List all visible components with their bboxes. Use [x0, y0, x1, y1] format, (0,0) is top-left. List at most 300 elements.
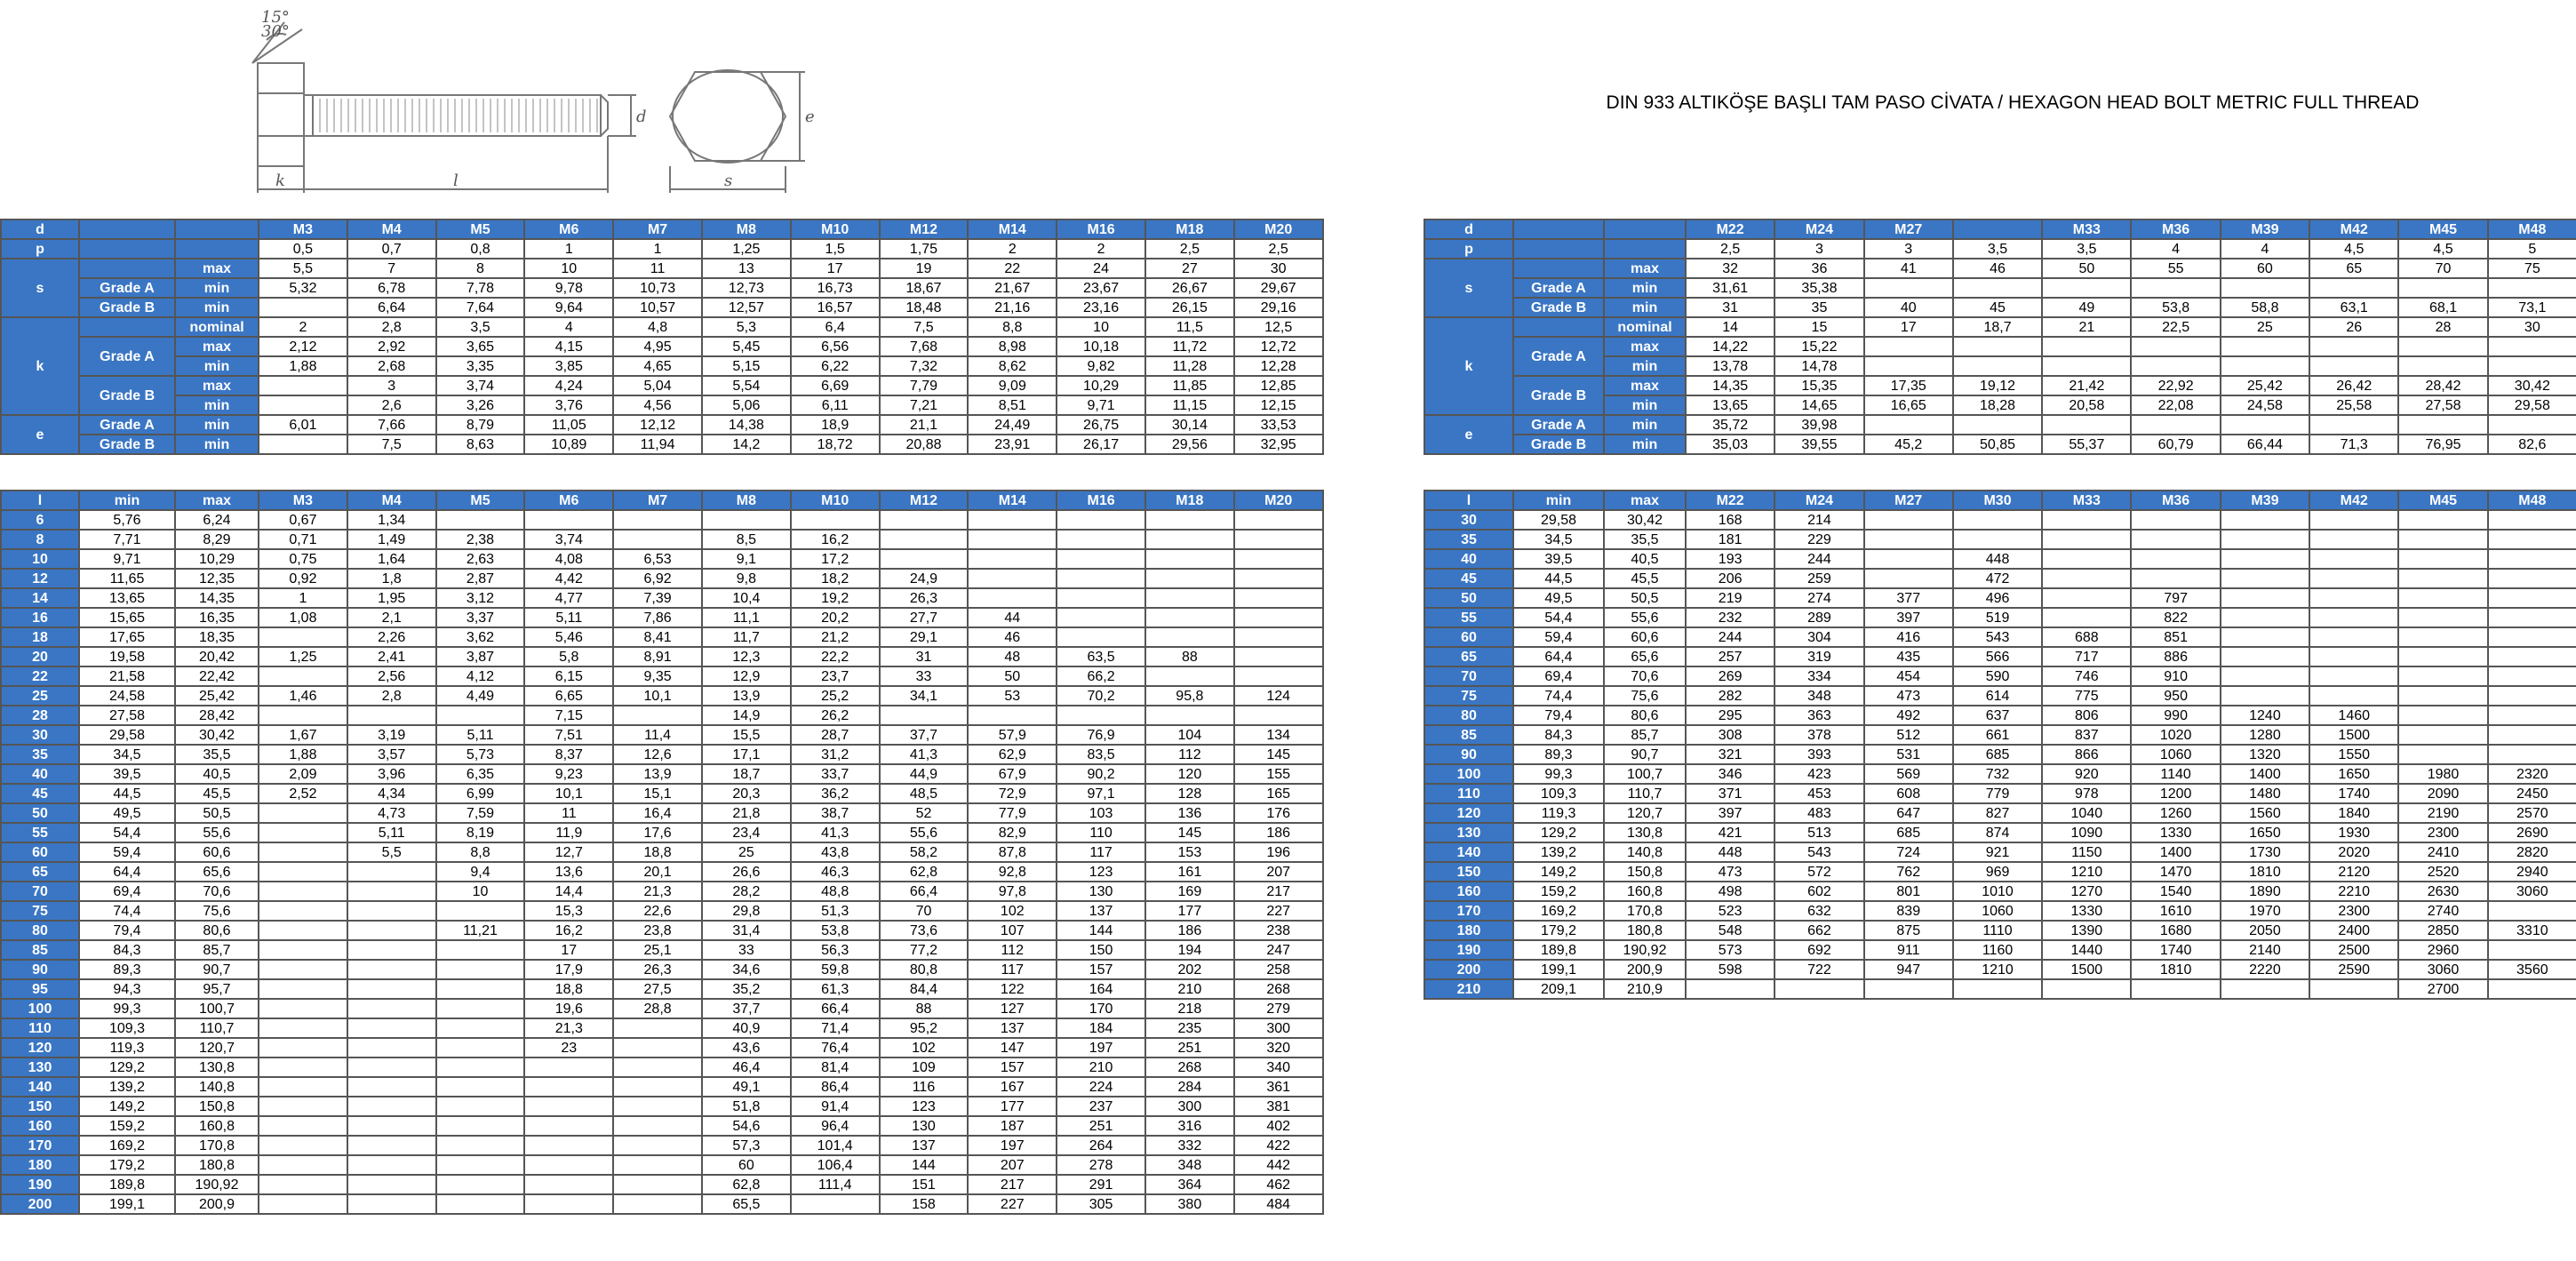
table-cell: 224: [1057, 1077, 1145, 1097]
table-cell: 189,8: [79, 1175, 175, 1194]
table-cell: 632: [1774, 901, 1863, 921]
table-cell: 5,5: [347, 842, 436, 862]
table-cell: [2488, 510, 2576, 530]
table-cell: 194: [1145, 940, 1234, 960]
table-cell: 18,7: [702, 764, 791, 784]
table-cell: [436, 1136, 525, 1155]
table-cell: 130: [880, 1116, 969, 1136]
table-cell: 23,16: [1057, 298, 1145, 317]
table-cell: 7,39: [613, 588, 702, 608]
length-cell: 190: [1424, 940, 1513, 960]
table-cell: 5,11: [436, 725, 525, 745]
row-grade: Grade A: [1513, 278, 1604, 298]
table-cell: [968, 530, 1057, 549]
table-cell: [2221, 278, 2309, 298]
table-cell: 7: [347, 259, 436, 278]
table-row: [1, 686, 1323, 706]
table-cell: 136: [1145, 803, 1234, 823]
table-cell: 21: [2042, 317, 2131, 337]
table-cell: 14,78: [1774, 356, 1863, 376]
table-cell: 7,51: [524, 725, 613, 745]
table-cell: 54,4: [79, 823, 175, 842]
table-cell: [2488, 569, 2576, 588]
table-cell: 119,3: [79, 1038, 175, 1057]
table-cell: 340: [1234, 1057, 1323, 1077]
table-cell: 3060: [2488, 882, 2576, 901]
table-cell: [259, 940, 347, 960]
row-symbol: s: [1, 259, 79, 317]
table-cell: 462: [1234, 1175, 1323, 1194]
length-cell: 110: [1, 1018, 79, 1038]
table-row: [1424, 337, 2576, 356]
length-cell: 20: [1, 647, 79, 666]
table-cell: 196: [1234, 842, 1323, 862]
length-cell: 65: [1424, 647, 1513, 666]
table-cell: [2221, 979, 2309, 999]
table-cell: 473: [1864, 686, 1953, 706]
table-cell: [613, 510, 702, 530]
table-cell: [524, 1097, 613, 1116]
table-cell: [702, 510, 791, 530]
table-cell: 184: [1057, 1018, 1145, 1038]
table-cell: 199,1: [1513, 960, 1604, 979]
table-cell: 120,7: [175, 1038, 259, 1057]
table-cell: 199,1: [79, 1194, 175, 1214]
table-cell: 1200: [2131, 784, 2220, 803]
table-cell: 21,3: [524, 1018, 613, 1038]
table-cell: 137: [968, 1018, 1057, 1038]
table-cell: 264: [1057, 1136, 1145, 1155]
table-cell: 4,95: [613, 337, 702, 356]
table-cell: 50,5: [175, 803, 259, 823]
table-cell: 50,85: [1953, 435, 2042, 454]
row-limit: max: [1604, 337, 1686, 356]
table-cell: 1740: [2131, 940, 2220, 960]
table-cell: 180,8: [175, 1155, 259, 1175]
table-cell: 12,35: [175, 569, 259, 588]
table-cell: [2131, 530, 2220, 549]
table-cell: 179,2: [1513, 921, 1604, 940]
column-header: M22: [1686, 491, 1774, 510]
table-cell: [436, 901, 525, 921]
table-cell: [1234, 530, 1323, 549]
table-cell: 2700: [2398, 979, 2487, 999]
table-cell: 0,7: [347, 239, 436, 259]
column-header: M24: [1774, 491, 1863, 510]
table-cell: 6,35: [436, 764, 525, 784]
table-cell: 746: [2042, 666, 2131, 686]
table-cell: 4,08: [524, 549, 613, 569]
table-cell: 61,3: [791, 979, 880, 999]
table-cell: 18,2: [791, 569, 880, 588]
table-cell: [2042, 549, 2131, 569]
table-cell: [259, 1175, 347, 1194]
table-cell: 393: [1774, 745, 1863, 764]
table-cell: [1057, 530, 1145, 549]
table-cell: 2590: [2309, 960, 2398, 979]
table-cell: 483: [1774, 803, 1863, 823]
table-cell: 6,92: [613, 569, 702, 588]
table-cell: 8,19: [436, 823, 525, 842]
length-cell: 14: [1, 588, 79, 608]
table-cell: 0,67: [259, 510, 347, 530]
table-cell: 2,52: [259, 784, 347, 803]
length-cell: 35: [1, 745, 79, 764]
table-cell: 28,42: [2398, 376, 2487, 395]
table-cell: 13,9: [613, 764, 702, 784]
table-cell: 473: [1686, 862, 1774, 882]
table-cell: 11,1: [702, 608, 791, 627]
table-cell: 1210: [2042, 862, 2131, 882]
table-cell: 11,65: [79, 569, 175, 588]
length-cell: 200: [1424, 960, 1513, 979]
table-cell: 134: [1234, 725, 1323, 745]
table-cell: [1864, 337, 1953, 356]
table-cell: [436, 940, 525, 960]
table-cell: 950: [2131, 686, 2220, 706]
length-cell: 85: [1424, 725, 1513, 745]
table-cell: 21,16: [968, 298, 1057, 317]
table-cell: 15,5: [702, 725, 791, 745]
table-cell: 334: [1774, 666, 1863, 686]
table-cell: 1270: [2042, 882, 2131, 901]
angle-bottom-label: 30°: [261, 22, 290, 41]
table-cell: 89,3: [79, 960, 175, 979]
table-cell: 8,29: [175, 530, 259, 549]
table-cell: [2398, 588, 2487, 608]
table-row: [1, 259, 1323, 278]
table-cell: 866: [2042, 745, 2131, 764]
table-cell: 170: [1057, 999, 1145, 1018]
table-cell: 19,6: [524, 999, 613, 1018]
column-header: max: [1604, 491, 1686, 510]
row-symbol: p: [1, 239, 79, 259]
table-cell: 32,95: [1234, 435, 1323, 454]
table-cell: 67,9: [968, 764, 1057, 784]
table-cell: 155: [1234, 764, 1323, 784]
table-cell: 193: [1686, 549, 1774, 569]
table-cell: 3,96: [347, 764, 436, 784]
table-cell: 2: [968, 239, 1057, 259]
table-cell: 1650: [2221, 823, 2309, 842]
table-cell: [1864, 356, 1953, 376]
table-cell: 53,8: [791, 921, 880, 940]
table-cell: [2042, 415, 2131, 435]
table-cell: 14,22: [1686, 337, 1774, 356]
table-cell: [2131, 979, 2220, 999]
column-header: max: [175, 491, 259, 510]
table-cell: [968, 588, 1057, 608]
table-cell: 6,01: [259, 415, 347, 435]
table-cell: 1,25: [259, 647, 347, 666]
table-cell: 874: [1953, 823, 2042, 842]
table-cell: 1500: [2309, 725, 2398, 745]
table-cell: 3,5: [1953, 239, 2042, 259]
table-row: [1424, 647, 2576, 666]
column-header: M18: [1145, 491, 1234, 510]
table-cell: 484: [1234, 1194, 1323, 1214]
table-cell: [2309, 686, 2398, 706]
table-cell: 170,8: [1604, 901, 1686, 921]
table-cell: 11,72: [1145, 337, 1234, 356]
table-cell: 26,42: [2309, 376, 2398, 395]
length-cell: 100: [1424, 764, 1513, 784]
length-cell: 80: [1424, 706, 1513, 725]
table-cell: 95,8: [1145, 686, 1234, 706]
table-cell: 268: [1234, 979, 1323, 999]
table-cell: 100,7: [1604, 764, 1686, 784]
table-cell: 851: [2131, 627, 2220, 647]
table-cell: 151: [880, 1175, 969, 1194]
table-cell: [524, 1077, 613, 1097]
table-cell: 219: [1686, 588, 1774, 608]
table-cell: 65,6: [1604, 647, 1686, 666]
table-cell: 159,2: [1513, 882, 1604, 901]
length-cell: 95: [1, 979, 79, 999]
table-cell: [1953, 415, 2042, 435]
table-cell: 295: [1686, 706, 1774, 725]
table-cell: [791, 510, 880, 530]
length-cell: 80: [1, 921, 79, 940]
table-cell: 27: [1145, 259, 1234, 278]
table-cell: 448: [1686, 842, 1774, 862]
table-cell: 3: [1864, 239, 1953, 259]
table-cell: 120,7: [1604, 803, 1686, 823]
length-cell: 40: [1424, 549, 1513, 569]
table-cell: 64,4: [1513, 647, 1604, 666]
table-cell: 179,2: [79, 1155, 175, 1175]
row-symbol: k: [1, 317, 79, 415]
table-cell: [2488, 627, 2576, 647]
table-cell: 377: [1864, 588, 1953, 608]
table-cell: 496: [1953, 588, 2042, 608]
table-cell: 348: [1774, 686, 1863, 706]
table-cell: 112: [1145, 745, 1234, 764]
table-cell: M12: [880, 219, 969, 239]
table-row: [1, 940, 1323, 960]
table-cell: [2309, 666, 2398, 686]
table-cell: 32: [1686, 259, 1774, 278]
table-cell: 58,8: [2221, 298, 2309, 317]
table-cell: M22: [1686, 219, 1774, 239]
table-cell: 34,6: [702, 960, 791, 979]
length-cell: 170: [1424, 901, 1513, 921]
length-cell: 16: [1, 608, 79, 627]
table-cell: 63,5: [1057, 647, 1145, 666]
table-cell: M48: [2488, 219, 2576, 239]
table-cell: 779: [1953, 784, 2042, 803]
row-limit: min: [175, 415, 259, 435]
table-cell: 74,4: [1513, 686, 1604, 706]
table-cell: 57,3: [702, 1136, 791, 1155]
table-cell: 14: [1686, 317, 1774, 337]
table-cell: [2488, 608, 2576, 627]
table-cell: 1,46: [259, 686, 347, 706]
table-cell: 20,58: [2042, 395, 2131, 415]
table-cell: [2131, 278, 2220, 298]
table-row: [1424, 376, 2576, 395]
table-cell: 11,15: [1145, 395, 1234, 415]
table-cell: 2,5: [1234, 239, 1323, 259]
table-cell: 50: [2042, 259, 2131, 278]
length-cell: 100: [1, 999, 79, 1018]
table-cell: 11,28: [1145, 356, 1234, 376]
row-grade: Grade A: [1513, 337, 1604, 376]
table-cell: 52: [880, 803, 969, 823]
table-cell: 71,3: [2309, 435, 2398, 454]
table-cell: 12,6: [613, 745, 702, 764]
table-cell: 15,22: [1774, 337, 1863, 356]
table-cell: [1234, 569, 1323, 588]
table-cell: 4,34: [347, 784, 436, 803]
table-cell: [613, 1116, 702, 1136]
table-cell: 6,24: [175, 510, 259, 530]
table-cell: 66,4: [880, 882, 969, 901]
table-cell: 4,65: [613, 356, 702, 376]
table-cell: 837: [2042, 725, 2131, 745]
row-symbol: p: [1424, 239, 1513, 259]
table-cell: 27,5: [613, 979, 702, 999]
table-cell: 1160: [1953, 940, 2042, 960]
length-weight-table-m22-m48: [1424, 490, 2576, 1000]
table-cell: 31: [880, 647, 969, 666]
length-weight-table-m3-m20: [0, 490, 1324, 1215]
table-cell: 0,71: [259, 530, 347, 549]
table-cell: [2398, 278, 2487, 298]
table-cell: 54,4: [1513, 608, 1604, 627]
table-cell: 448: [1953, 549, 2042, 569]
table-row: [1424, 979, 2576, 999]
table-cell: 83,5: [1057, 745, 1145, 764]
table-cell: [1145, 627, 1234, 647]
table-cell: 21,67: [968, 278, 1057, 298]
table-cell: [259, 395, 347, 415]
table-cell: 685: [1953, 745, 2042, 764]
table-cell: 1400: [2221, 764, 2309, 784]
table-cell: 732: [1953, 764, 2042, 784]
table-cell: 53,8: [2131, 298, 2220, 317]
table-cell: [1953, 278, 2042, 298]
table-cell: 2,5: [1145, 239, 1234, 259]
table-cell: [1057, 627, 1145, 647]
table-cell: 4,5: [2398, 239, 2487, 259]
table-cell: 19,12: [1953, 376, 2042, 395]
table-cell: 25,1: [613, 940, 702, 960]
table-cell: 2020: [2309, 842, 2398, 862]
table-cell: 775: [2042, 686, 2131, 706]
table-cell: 22,42: [175, 666, 259, 686]
table-row: [1, 1194, 1323, 1214]
table-cell: 13,9: [702, 686, 791, 706]
table-cell: [347, 1136, 436, 1155]
table-cell: 300: [1145, 1097, 1234, 1116]
table-cell: 26,15: [1145, 298, 1234, 317]
table-cell: 614: [1953, 686, 2042, 706]
table-cell: [259, 1038, 347, 1057]
table-cell: 5,06: [702, 395, 791, 415]
table-cell: 31,4: [702, 921, 791, 940]
table-cell: 214: [1774, 510, 1863, 530]
table-cell: [1953, 356, 2042, 376]
table-cell: 18,8: [524, 979, 613, 999]
table-cell: 165: [1234, 784, 1323, 803]
table-row: [1, 1057, 1323, 1077]
table-cell: M5: [436, 219, 525, 239]
table-cell: [259, 999, 347, 1018]
table-cell: 186: [1145, 921, 1234, 940]
column-header: M27: [1864, 491, 1953, 510]
table-cell: 107: [968, 921, 1057, 940]
table-row: [1424, 725, 2576, 745]
table-cell: 31: [1686, 298, 1774, 317]
table-cell: 572: [1774, 862, 1863, 882]
table-row: [1, 1155, 1323, 1175]
table-cell: [347, 706, 436, 725]
table-cell: 269: [1686, 666, 1774, 686]
table-cell: 25,42: [175, 686, 259, 706]
table-cell: M20: [1234, 219, 1323, 239]
table-cell: 24: [1057, 259, 1145, 278]
table-cell: [259, 1097, 347, 1116]
table-cell: 157: [968, 1057, 1057, 1077]
table-cell: [2488, 745, 2576, 764]
length-cell: 120: [1424, 803, 1513, 823]
table-cell: [259, 862, 347, 882]
table-cell: 2,41: [347, 647, 436, 666]
table-cell: 244: [1774, 549, 1863, 569]
table-cell: [2221, 686, 2309, 706]
table-cell: 22,5: [2131, 317, 2220, 337]
table-row: [1, 627, 1323, 647]
length-cell: 110: [1424, 784, 1513, 803]
length-cell: 30: [1424, 510, 1513, 530]
table-row: [1, 745, 1323, 764]
table-cell: 200,9: [175, 1194, 259, 1214]
table-cell: [259, 1136, 347, 1155]
table-cell: 29,58: [1513, 510, 1604, 530]
table-cell: 218: [1145, 999, 1234, 1018]
table-cell: 2320: [2488, 764, 2576, 784]
page-title: DIN 933 ALTIKÖŞE BAŞLI TAM PASO CİVATA / HEXAGON HEAD BOLT METRIC FULL THREAD: [1606, 92, 2420, 113]
spacer-row: [1, 454, 1323, 470]
column-header: M33: [2042, 491, 2131, 510]
row-grade: [1513, 317, 1604, 337]
table-cell: [2309, 337, 2398, 356]
table-row: [1424, 921, 2576, 940]
table-cell: [259, 842, 347, 862]
table-cell: 364: [1145, 1175, 1234, 1194]
table-cell: 22,2: [791, 647, 880, 666]
table-cell: 23,67: [1057, 278, 1145, 298]
table-cell: 423: [1774, 764, 1863, 784]
table-cell: 1930: [2309, 823, 2398, 842]
table-cell: 94,3: [79, 979, 175, 999]
table-cell: 18,72: [791, 435, 880, 454]
table-cell: 2: [259, 317, 347, 337]
table-cell: 20,3: [702, 784, 791, 803]
table-cell: 44,5: [1513, 569, 1604, 588]
table-cell: 112: [968, 940, 1057, 960]
table-cell: 7,71: [79, 530, 175, 549]
table-cell: 259: [1774, 569, 1863, 588]
table-cell: 498: [1686, 882, 1774, 901]
table-cell: 3,87: [436, 647, 525, 666]
table-cell: 2,8: [347, 317, 436, 337]
table-cell: M36: [2131, 219, 2220, 239]
table-cell: 1020: [2131, 725, 2220, 745]
table-row: [1424, 823, 2576, 842]
table-cell: 160,8: [1604, 882, 1686, 901]
